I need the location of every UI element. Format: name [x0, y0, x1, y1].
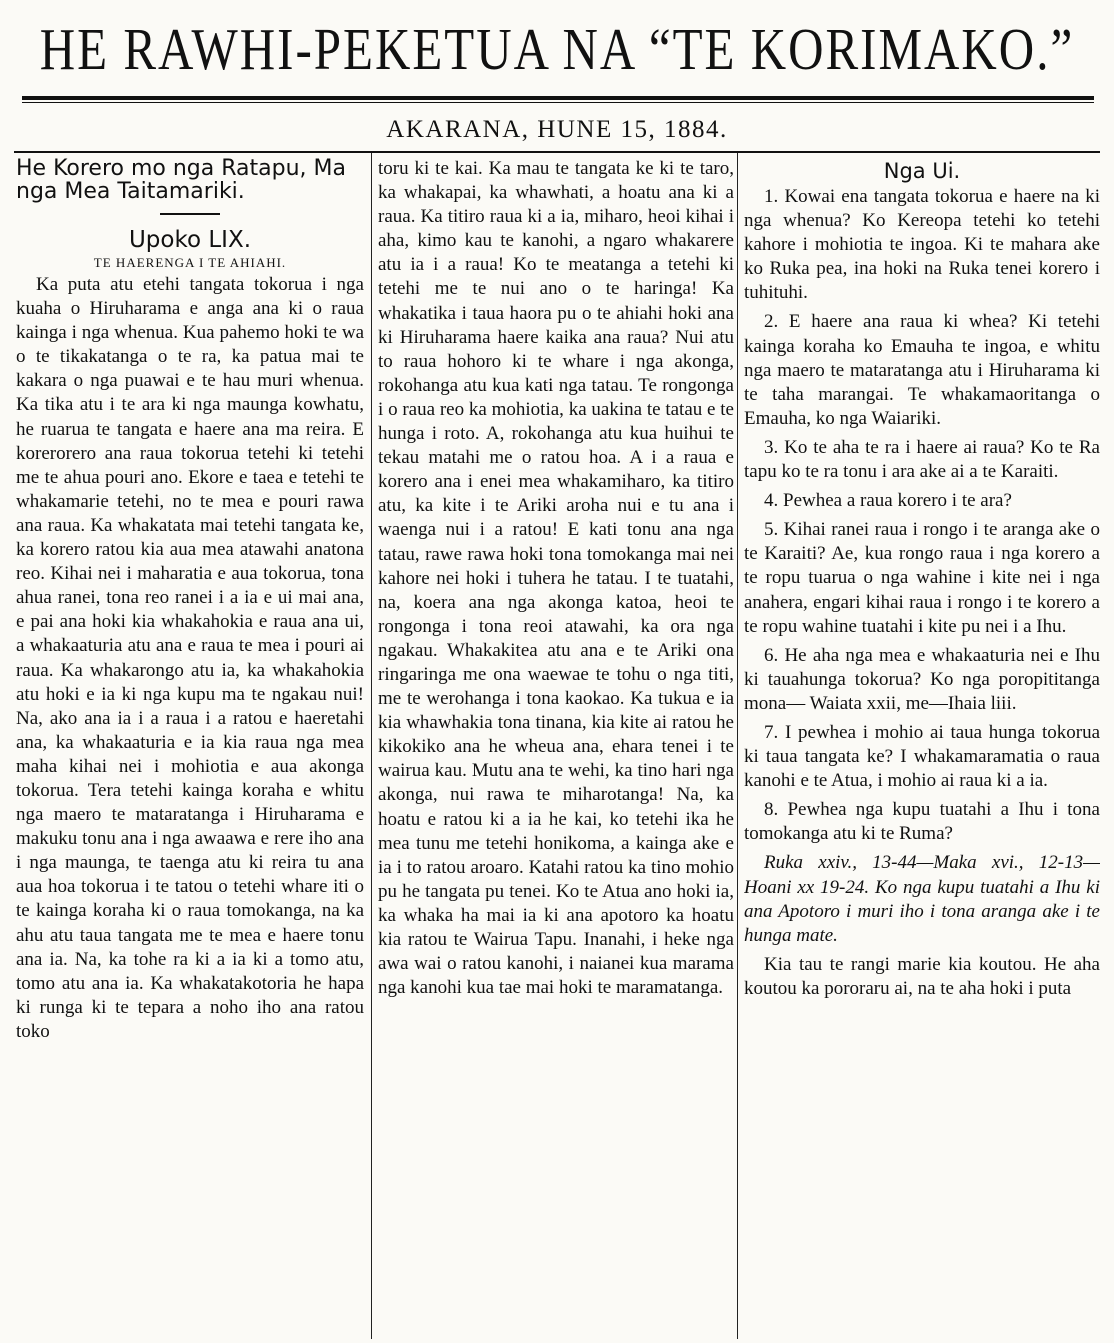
title-rule — [160, 213, 220, 215]
article-title: He Korero mo nga Ratapu, Ma nga Mea Taitamariki. — [16, 157, 346, 204]
question-8: 8. Pewhea nga kupu tuatahi a Ihu i tona tomokanga atu ki te Ruma? — [744, 799, 1100, 845]
column-1 — [16, 157, 364, 1044]
column-divider-2 — [737, 153, 738, 1339]
column-2 — [378, 157, 734, 1000]
dateline-rule — [14, 151, 1100, 153]
question-1: 1. Kowai ena tangata tokorua e haere na ki nga whenua? Ko Kereopa tetehi ko tetehi kahore i mohiotia te ingoa. Ki te mahara ake ko Ruka pea, ina hoki na Ruka tenei korero i tuhituhi. — [744, 186, 1100, 304]
column-3 — [744, 157, 1100, 1006]
chapter-heading: Upoko LIX. — [128, 227, 252, 253]
question-4: 4. Pewhea a raua korero i te ara? — [764, 490, 1012, 512]
masthead: HE RAWHI-PEKETUA NA “TE KORIMAKO.” — [39, 15, 1075, 83]
question-6: 6. He aha nga mea e whakaaturia nei e Ihu ki tauahunga tokorua? Ko nga poropititanga mona— Waiata xxii, me—Ihaia liii. — [744, 644, 1100, 714]
article-body-2: toru ki te kai. Ka mau te tangata ke ki te taro, ka whakapai, ka whawhati, a hoatu ana ki a raua. Ka titiro raua ki a ia, miharo, heoi kihai i aha, kimo kau te kanohi, a ngaro whakarere atu ia i a raua! Ko te meatanga a tetehi ki tetehi me te nui ano o te haringa! Ka whakatika i taua haora pu o te ahiahi hoki ana ki Hiruharama haere kaika ana raua? Nui atu to raua hohoro ki te whare i nga akonga, rokohanga atu kua kati nga tatau. Te rongonga i o raua reo ka mohiotia, ka uakina te tatau e te hunga i roto. A, rokohanga atu kua huihui te tekau matahi me o ratou hoa. A i a raua e korero ana i enei mea whakamiharo, ka titiro atu, ka kite i te Ariki aroha nui e tu ana i waenga nui i a ratou! E kati tonu ana nga tatau, rawe rawa hoki tona tomokanga mai nei kahore nei hoki i tuhera he tatau. I te tuatahi, na, koera ana nga akonga katoa, heoi te rongonga i tona reoi atawahi, ka ora nga ngakau. Whakakitea atu ana e te Ariki ona ringaringa me ona waewae te tohu o nga titi, me te werohanga i tona kaokao. Ka tukua e ia kia whawhakia tona tinana, kia kite ai ratou he kikokiko ana he wheua ana, ehara tenei i te wairua kau. Mutu ana te wehi, ka tino hari nga akonga, nui rawa te miharotanga! Na, ka hoatu e ratou ki a ia he kai, ko tetehi ika he mea tunu me tetehi honikoma, a kainga ake e ia i to ratou aroaro. Katahi ratou ka tino mohio pu he tangata pu tenei. Ko te Atua ano hoki ia, ka whaka ha mai ia ki ana apotoro ka hoatu kia ratou te Wairua Tapu. Inanahi, i heke nga awa wai o ratou kanohi, i naianei kua marama nga kanohi kua tae mai hoki te maramatanga. — [378, 158, 734, 999]
masthead-rule — [22, 96, 1094, 100]
article-body-1: Ka puta atu etehi tangata tokorua i nga kuaha o Hiruharama e anga ana ki o raua kainga i nga whenua. Kua pahemo hoki te wa o te tikakatanga o te ra, ka patua mai te kakara o nga puawai e te hau muri whenua. Ka tika atu i te ara ki nga maunga kowhatu, he ruarua te tangata e haere ana ma reira. E korerorero ana raua tokorua tetehi ki tetehi me te ahua pouri ano. Ekore e taea e tetehi te whakamarie tetehi, no te mea e pouri rawa ana raua. Ka whakatata mai tetehi tangata ke, ka korero ratou kia aua mea atawahi anatona reo. Kihai nei i maharatia e aua tokorua, tona ahua ranei, tona reo ranei i a ia e ui mai ana, e pai ana hoki kia whakahokia e raua ana ui, a whakaaturia atu ana e raua te mea i pouri ai raua. Ka whakarongo atu ia, ka whakahokia atu hoki e ia ki nga kupu ma te ngakau nui! Na, ako ana ia i a raua i a ratou e haeretahi ana, ka whakaaturia e ia kia raua nga mea maha kihai nei i mohiotia e aua akonga tokorua. Tera tetehi kainga koraha e whitu nga maero te mataratanga i Hiruharama e makuku tonu ana i nga awaawa e rere iho ana i nga maunga, te taenga atu ki reira tu ana aua hoa tokorua i te tatou o tetehi whare iti o te kainga koraha ki o raua tomokanga, na ka ahu atu taua tangata me te mea e haere tonu ana ia. Na, ka tohe ra ki a ia ki a tomo atu, tomo atu ana ia. Ka whakatakotoria he hapa ki runga ki te tepara a noho iho ana ratou toko — [16, 274, 364, 1042]
chapter-subheading: TE HAERENGA I TE AHIAHI. — [93, 255, 287, 270]
scripture-references: Ruka xxiv., 13-44—Maka xvi., 12-13—Hoani xx 19-24. Ko nga kupu tuatahi a Ihu ki ana Apotoro i muri iho i tona aranga ake i te hunga mate. — [744, 852, 1100, 946]
dateline: AKARANA, HUNE 15, 1884. — [386, 116, 728, 143]
masthead-thin-rule — [22, 102, 1094, 103]
question-7: 7. I pewhea i mohio ai taua hunga tokorua ki taua tangata ke? I whakamaramatia o raua kanohi e te Atua, i mohio ai raua ki a ia. — [744, 721, 1100, 792]
question-5: 5. Kihai ranei raua i rongo i te aranga ake o te Karaiti? Ae, kua rongo raua i nga korero a te ropu tuarua o nga wahine i kite nei i nga anahera, engari kihai raua i rongo i te korero a te ropu wahine tuatahi i kite pu nei i a Ihu. — [744, 519, 1100, 637]
closing-text: Kia tau te rangi marie kia koutou. He aha koutou ka pororaru ai, na te aha hoki i puta — [744, 953, 1100, 999]
question-3: 3. Ko te aha te ra i haere ai raua? Ko te Ra tapu ko te ra tonu i ara ake ai a te Karaiti. — [744, 436, 1100, 483]
column-divider-1 — [371, 153, 372, 1339]
question-2: 2. E haere ana raua ki whea? Ki tetehi kainga koraha ko Emauha te ingoa, e whitu nga maero te mataratanga atu i Hiruharama ki te taha marangai. Te whakamaoritanga o Emauha, ko nga Waiariki. — [744, 311, 1100, 429]
questions-heading: Nga Ui. — [883, 159, 961, 183]
